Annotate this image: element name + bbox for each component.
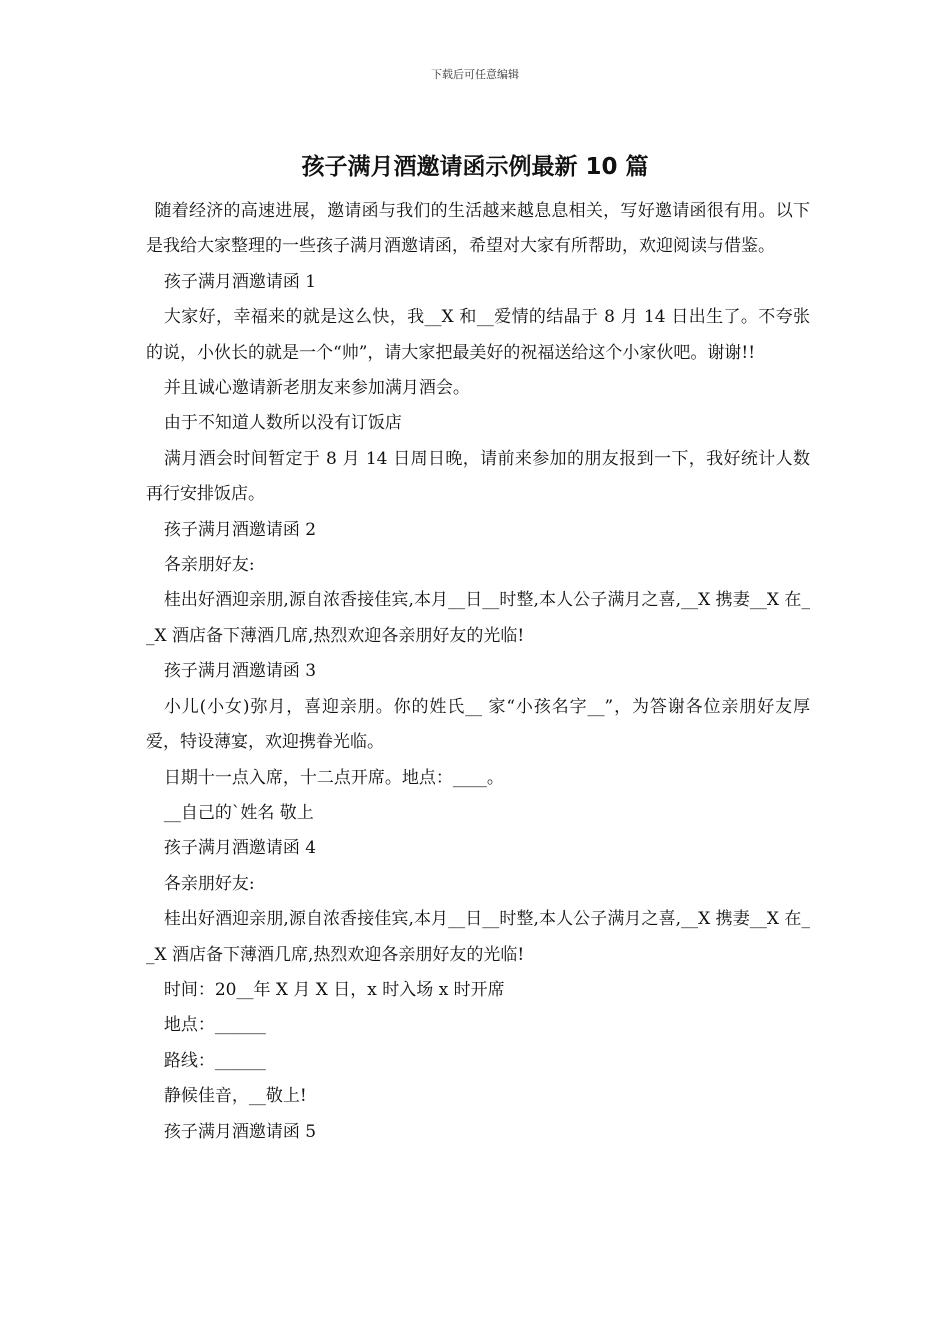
paragraph: 各亲朋好友:	[163, 873, 255, 894]
paragraph: 由于不知道人数所以没有订饭店	[163, 413, 402, 434]
paragraph: 并且诚心邀请新老朋友来参加满月酒会。	[163, 378, 470, 399]
paragraph: 大家好，幸福来的就是这么快，我__X 和__爱情的结晶于 8 月 14 日出生了。不夸张的说，小伙长的就是一个“帅”，请大家把最美好的祝福送给这个小家伙吧。谢谢!!	[146, 307, 810, 363]
intro-paragraph: 随着经济的高速进展，邀请函与我们的生活越来越息息相关，写好邀请函很有用。以下是我给大家整理的一些孩子满月酒邀请函，希望对大家有所帮助，欢迎阅读与借鉴。	[146, 201, 810, 257]
paragraph: 小儿(小女)弥月，喜迎亲朋。你的姓氏__ 家“小孩名字__”，为答谢各位亲朋好友厚爱，特设薄宴，欢迎携眷光临。	[146, 696, 810, 753]
paragraph: 时间：20__年 X 月 X 日，x 时入场 x 时开席	[163, 979, 505, 1000]
document-body	[146, 194, 810, 1150]
paragraph: 地点：______	[163, 1015, 266, 1036]
paragraph: 桂出好酒迎亲朋,源自浓香接佳宾,本月__日__时整,本人公子满月之喜,__X 携妻__X 在__X 酒店备下薄酒几席,热烈欢迎各亲朋好友的光临!	[146, 590, 810, 646]
paragraph: 桂出好酒迎亲朋,源自浓香接佳宾,本月__日__时整,本人公子满月之喜,__X 携妻__X 在__X 酒店备下薄酒几席,热烈欢迎各亲朋好友的光临!	[146, 909, 810, 965]
paragraph: __自己的`姓名 敬上	[163, 802, 314, 823]
section-heading: 孩子满月酒邀请函 5	[163, 1121, 317, 1142]
paragraph: 各亲朋好友:	[163, 555, 255, 576]
section-heading: 孩子满月酒邀请函 4	[163, 838, 317, 859]
section-heading: 孩子满月酒邀请函 3	[163, 661, 317, 682]
paragraph: 路线：______	[163, 1050, 266, 1071]
section-heading: 孩子满月酒邀请函 1	[163, 271, 317, 292]
section-heading: 孩子满月酒邀请函 2	[163, 519, 317, 540]
header-note: 下载后可任意编辑	[431, 68, 519, 81]
document-title: 孩子满月酒邀请函示例最新 10 篇	[301, 154, 649, 180]
paragraph: 静候佳音，__敬上!	[163, 1086, 307, 1107]
paragraph: 日期十一点入席，十二点开席。地点：____。	[163, 767, 504, 788]
paragraph: 满月酒会时间暂定于 8 月 14 日周日晚，请前来参加的朋友报到一下，我好统计人数再行安排饭店。	[146, 448, 810, 505]
